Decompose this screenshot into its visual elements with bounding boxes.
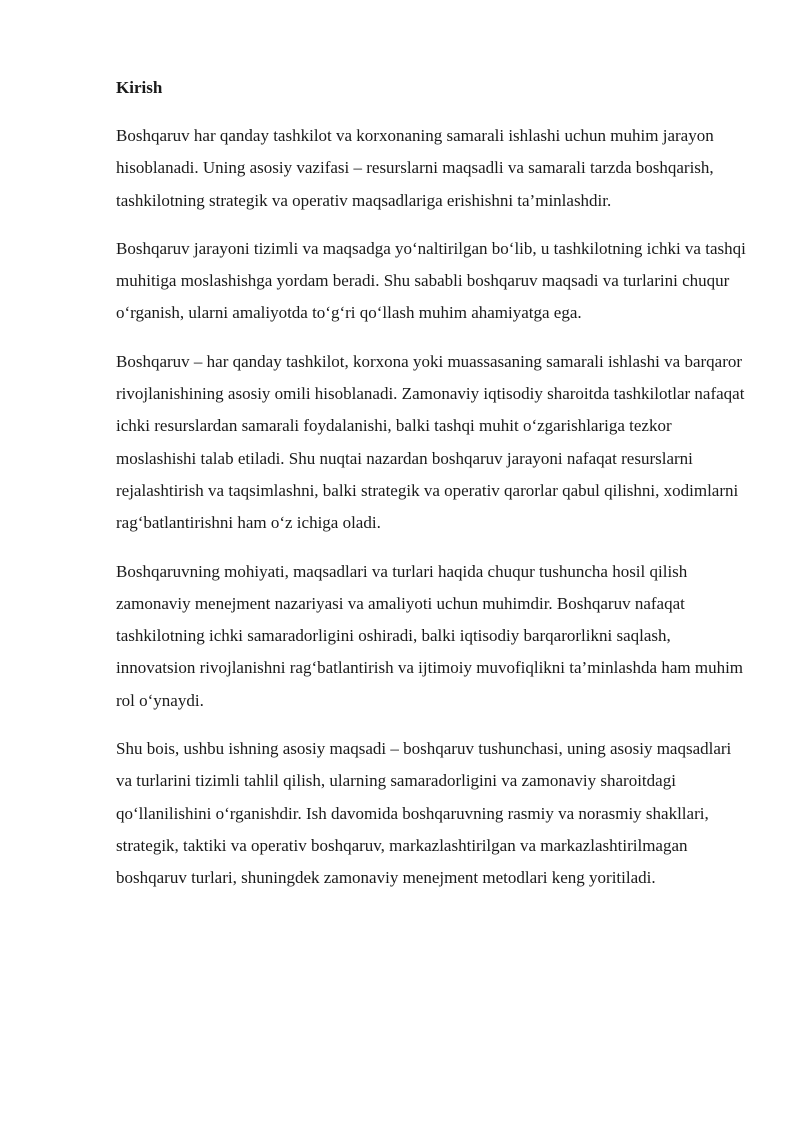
paragraph-3: Boshqaruv – har qanday tashkilot, korxona yoki muassasaning samarali ishlashi va barqaror rivojlanishining asosiy omili hisoblanadi. Zamonaviy iqtisodiy sharoitda tashkilotlar nafaqat ichki resurslardan samarali foydalanishi, balki tashqi muhit o‘zgarishlariga tezkor moslashishi talab etiladi. Shu nuqtai nazardan boshqaruv jarayoni nafaqat resurslarni rejalashtirish va taqsimlashni, balki strategik va operativ qarorlar qabul qilishni, xodimlarni rag‘batlantirishni ham o‘z ichiga oladi. [116, 351, 745, 533]
paragraph-2: Boshqaruv jarayoni tizimli va maqsadga yo‘naltirilgan bo‘lib, u tashkilotning ichki va tashqi muhitiga moslashishga yordam beradi. Shu sababli boshqaruv maqsadi va turlarini chuqur o‘rganish, ularni amaliyotda to‘g‘ri qo‘llash muhim ahamiyatga ega. [116, 238, 746, 323]
section-heading: Kirish [116, 78, 163, 97]
paragraph-5: Shu bois, ushbu ishning asosiy maqsadi – boshqaruv tushunchasi, uning asosiy maqsadlari va turlarini tizimli tahlil qilish, ularning samaradorligini va zamonaviy sharoitdagi qo‘llanilishini o‘rganishdir. Ish davomida boshqaruvning rasmiy va norasmiy shakllari, strategik, taktiki va operativ boshqaruv, markazlashtirilgan va markazlashtirilmagan boshqaruv turlari, shuningdek zamonaviy menejment metodlari keng yoritiladi. [116, 739, 732, 888]
paragraph-1: Boshqaruv har qanday tashkilot va korxonaning samarali ishlashi uchun muhim jarayon hisoblanadi. Uning asosiy vazifasi – resurslarni maqsadli va samarali tarzda boshqarish, tashkilotning strategik va operativ maqsadlariga erishishni ta’minlashdir. [116, 126, 714, 210]
document-page [116, 72, 746, 911]
paragraph-4: Boshqaruvning mohiyati, maqsadlari va turlari haqida chuqur tushuncha hosil qilish zamonaviy menejment nazariyasi va amaliyoti uchun muhimdir. Boshqaruv nafaqat tashkilotning ichki samaradorligini oshiradi, balki iqtisodiy barqarorlikni saqlash, innovatsion rivojlanishni rag‘batlantirish va ijtimoiy muvofiqlikni ta’minlashda ham muhim rol o‘ynaydi. [116, 561, 744, 710]
